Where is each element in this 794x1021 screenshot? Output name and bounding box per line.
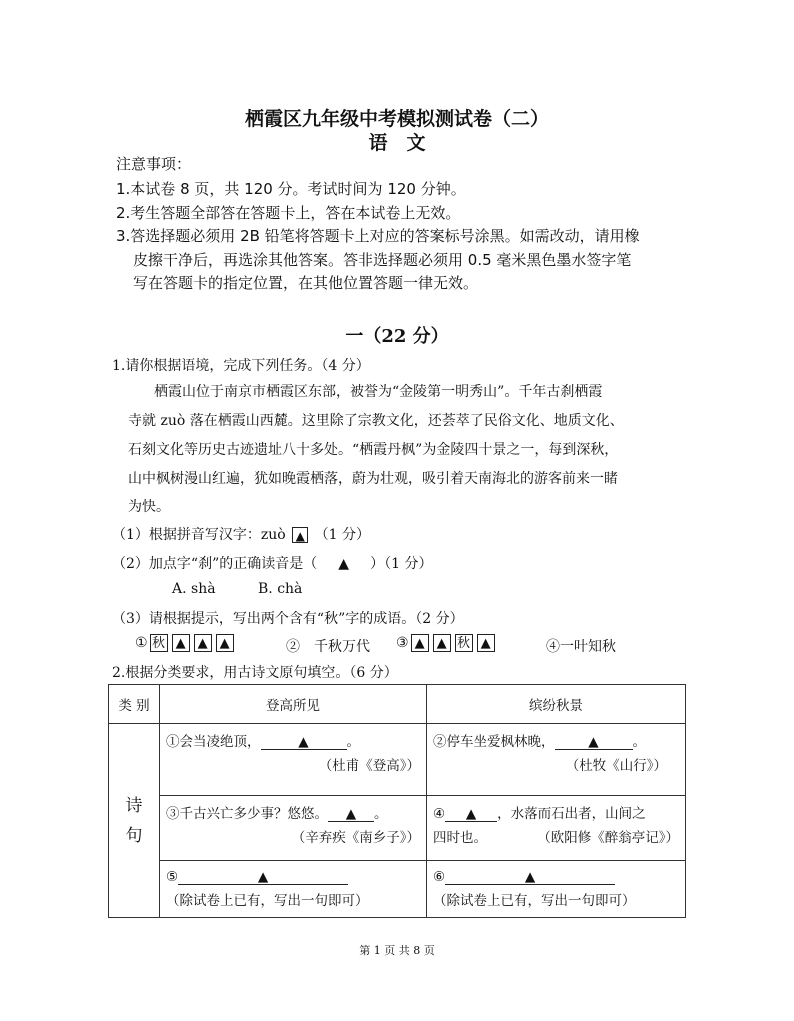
cell-4-text2: 四时也。 — [433, 830, 487, 846]
notice-item-2: 2.考生答题全部答在答题卡上，答在本试卷上无效。 — [116, 204, 461, 222]
section-title: 一（22 分） — [345, 326, 449, 347]
idiom-1-blank-3[interactable]: ▲ — [194, 634, 212, 652]
cell-5-note: （除试卷上已有，写出一句即可） — [166, 893, 369, 909]
cell-4-blank[interactable]: ▲ — [445, 807, 497, 822]
answer-blank-cha[interactable]: ▲ — [338, 556, 350, 572]
idiom-1-num: ① — [135, 635, 148, 651]
idiom-3-blank-2[interactable]: ▲ — [433, 634, 451, 652]
q1-passage-line5: 为快。 — [128, 499, 170, 515]
q1-stem: 1.请你根据语境，完成下列任务。（4 分） — [112, 358, 370, 374]
cell-5-blank[interactable]: ▲ — [178, 870, 348, 885]
q1-sub3: （3）请根据提示，写出两个含有“秋”字的成语。（2 分） — [112, 611, 464, 627]
notice-item-3: 3.答选择题必须用 2B 铅笔将答题卡上对应的答案标号涂黑。如需改动，请用橡 — [116, 227, 640, 245]
notice-item-3-cont2: 写在答题卡的指定位置，在其他位置答题一律无效。 — [133, 274, 479, 292]
idiom-4: ④一叶知秋 — [546, 639, 616, 655]
cell-1: ①会当凌绝顶， ▲ 。 （杜甫《登高》） — [160, 724, 427, 796]
q1-sub1-score: （1 分） — [314, 527, 370, 543]
idiom-1-blank-4[interactable]: ▲ — [216, 634, 234, 652]
cell-3-blank[interactable]: ▲ — [328, 807, 374, 822]
idiom-3-char-qiu: 秋 — [455, 634, 473, 652]
q1-sub1-prompt: （1）根据拼音写汉字：zuò — [112, 527, 286, 543]
table-header-category: 类 别 — [109, 685, 160, 724]
idiom-3-blank-1[interactable]: ▲ — [411, 634, 429, 652]
idiom-1-blank-2[interactable]: ▲ — [172, 634, 190, 652]
cell-3-text: ③千古兴亡多少事？悠悠。 — [166, 806, 328, 822]
notice-heading: 注意事项： — [116, 155, 192, 173]
q1-option-a: A. shà — [172, 581, 216, 597]
cell-3: ③千古兴亡多少事？悠悠。 ▲ 。 （辛弃疾《南乡子》） — [160, 796, 427, 861]
poem-table — [108, 684, 686, 918]
cell-6-blank[interactable]: ▲ — [445, 870, 615, 885]
notice-item-3-cont: 皮擦干净后，再选涂其他答案。答非选择题必须用 0.5 毫米黑色墨水签字笔 — [133, 251, 632, 269]
q1-passage-line4: 山中枫树漫山红遍，犹如晚霞栖落，蔚为壮观，吸引着天南海北的游客前来一睹 — [128, 471, 618, 487]
idiom-3-blank-4[interactable]: ▲ — [477, 634, 495, 652]
q1-option-b: B. chà — [258, 581, 303, 597]
row-label-shiju: 诗 句 — [109, 724, 160, 918]
cell-1-blank[interactable]: ▲ — [261, 735, 347, 750]
q1-passage-line2: 寺就 zuò 落在栖霞山西麓。这里除了宗教文化，还荟萃了民俗文化、地质文化、 — [128, 413, 624, 429]
cell-4: ④ ▲ ，水落而石出者，山间之 四时也。 （欧阳修《醉翁亭记》） — [427, 796, 686, 861]
cell-1-text: ①会当凌绝顶， — [166, 734, 261, 750]
cell-2: ②停车坐爱枫林晚， ▲ 。 （杜牧《山行》） — [427, 724, 686, 796]
idiom-3-num: ③ — [396, 635, 409, 651]
answer-box-zuo[interactable]: ▲ — [292, 527, 308, 543]
cell-6: ⑥ ▲ （除试卷上已有，写出一句即可） — [427, 861, 686, 918]
q1-sub2 — [112, 553, 433, 573]
cell-5: ⑤ ▲ （除试卷上已有，写出一句即可） — [160, 861, 427, 918]
q1-sub2-score: ）（1 分） — [370, 556, 433, 572]
cell-2-source: （杜牧《山行》） — [565, 758, 667, 774]
cell-1-source: （杜甫《登高》） — [318, 758, 420, 774]
q1-sub1 — [112, 524, 370, 544]
table-header-qiujing: 缤纷秋景 — [427, 685, 686, 724]
cell-4-source: （欧阳修《醉翁亭记》） — [537, 830, 679, 846]
idiom-1 — [135, 634, 236, 652]
q2-stem: 2.根据分类要求，用古诗文原句填空。（6 分） — [112, 665, 398, 681]
table-header-dengao: 登高所见 — [160, 685, 427, 724]
idiom-1-char-qiu: 秋 — [150, 634, 168, 652]
q1-passage-line1: 栖霞山位于南京市栖霞区东部，被誉为“金陵第一明秀山”。千年古刹栖霞 — [154, 384, 603, 400]
exam-title: 栖霞区九年级中考模拟测试卷（二） — [244, 108, 549, 130]
cell-6-note: （除试卷上已有，写出一句即可） — [433, 893, 636, 909]
q1-sub2-prompt: （2）加点字“刹”的正确读音是（ — [112, 556, 318, 572]
page-footer: 第 1 页 共 8 页 — [359, 944, 435, 957]
q1-passage-line3: 石刻文化等历史古迹遗址八十多处。“栖霞丹枫”为金陵四十景之一，每到深秋， — [128, 442, 619, 458]
idiom-2: ② 千秋万代 — [286, 639, 370, 655]
idiom-3 — [396, 634, 497, 652]
cell-4-text: ，水落而石出者，山间之 — [497, 806, 646, 822]
cell-2-text: ②停车坐爱枫林晚， — [433, 734, 555, 750]
cell-2-blank[interactable]: ▲ — [555, 735, 633, 750]
cell-3-source: （辛弃疾《南乡子》） — [291, 830, 420, 846]
subject-title: 语 文 — [368, 132, 426, 154]
notice-item-1: 1.本试卷 8 页，共 120 分。考试时间为 120 分钟。 — [116, 180, 466, 198]
